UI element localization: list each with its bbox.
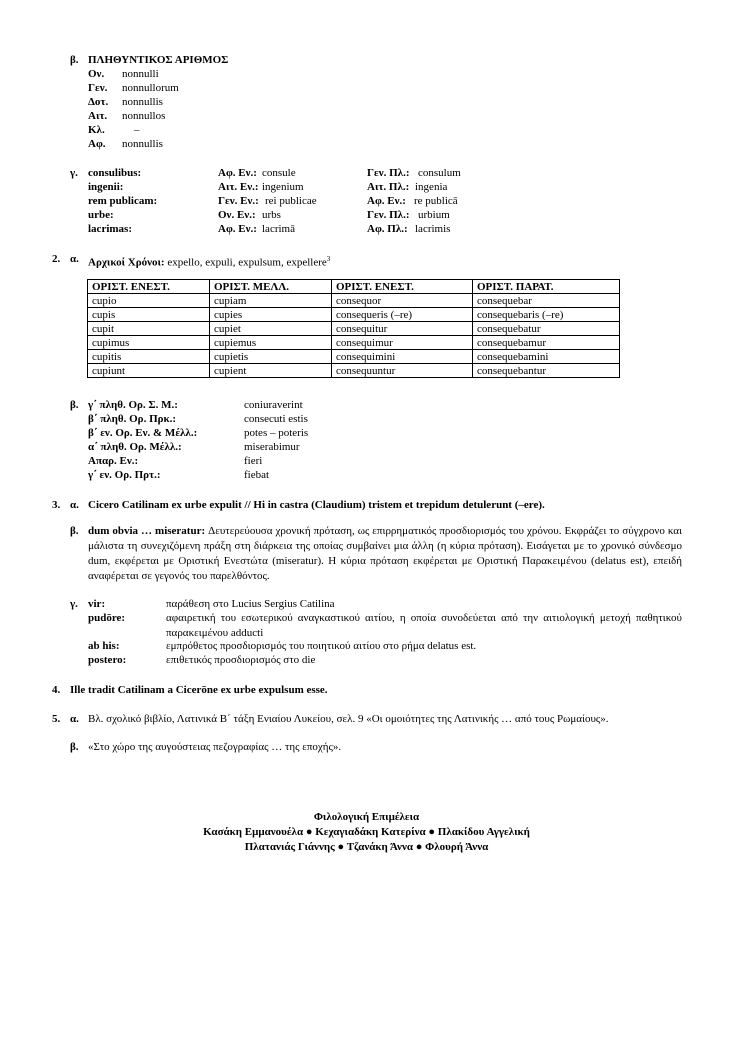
- form-value: urbs: [262, 209, 281, 221]
- section-3c-label: γ.: [70, 598, 78, 610]
- table-cell: cupit: [88, 322, 210, 336]
- table-cell: cupis: [88, 308, 210, 322]
- table-row: [88, 294, 620, 308]
- verb-form: consecuti estis: [244, 413, 308, 425]
- syntax-description: αφαιρετική του εσωτερικού αναγκαστικού αιτίου, η οποία συνοδεύεται από την αιτιολογική μετοχή παθητικού παρακειμένου adducti: [166, 612, 682, 639]
- form-label: Ον. Εν.:: [218, 209, 256, 221]
- case-form: nonnulli: [122, 68, 159, 80]
- section-1b-label: β.: [70, 54, 79, 66]
- table-cell: cupiam: [210, 294, 332, 308]
- verb-form: miserabimur: [244, 441, 300, 453]
- noun-word: lacrimas:: [88, 223, 132, 235]
- table-row: [88, 336, 620, 350]
- principal-parts-line: [88, 253, 330, 270]
- syntax-word: postero:: [88, 654, 127, 666]
- section-2a-label: α.: [70, 253, 79, 265]
- table-cell: cupient: [210, 364, 332, 378]
- table-cell: cupiet: [210, 322, 332, 336]
- form-value: consule: [262, 167, 296, 179]
- form-value: ingenia: [415, 181, 448, 193]
- verb-form: fieri: [244, 455, 263, 467]
- section-1c-label: γ.: [70, 167, 78, 179]
- table-cell: cupitis: [88, 350, 210, 364]
- verb-form: fiebat: [244, 469, 270, 481]
- form-value: lacrimā: [262, 223, 295, 235]
- textbook-reference: Βλ. σχολικό βιβλίο, Λατινικά Β΄ τάξη Ενιαίου Λυκείου, σελ. 9 «Οι ομοιότητες της Λατινικής … από τους Ρωμαίους».: [88, 713, 609, 725]
- translation-sentence: Cicero Catilinam ex urbe expulit // Hi in castra (Claudium) tristem et trepidum detulerunt (–ere).: [88, 499, 545, 511]
- table-cell: cupiunt: [88, 364, 210, 378]
- syntax-description: εμπρόθετος προσδιορισμός του ποιητικού αιτίου στο ρήμα delatus est.: [166, 640, 477, 652]
- table-cell: consequebamini: [473, 350, 620, 364]
- table-cell: cupiemus: [210, 336, 332, 350]
- column-header: ΟΡΙΣΤ. ΠΑΡΑΤ.: [473, 280, 620, 294]
- form-value: re publicā: [414, 195, 458, 207]
- verb-parse-label: β΄ εν. Ορ. Εν. & Μέλλ.:: [88, 427, 198, 439]
- verb-form: coniuraverint: [244, 399, 303, 411]
- table-cell: consequimur: [332, 336, 473, 350]
- table-cell: consequuntur: [332, 364, 473, 378]
- principal-parts-text: expello, expuli, expulsum, expellere: [164, 256, 327, 269]
- form-label: Γεν. Εν.:: [218, 195, 259, 207]
- table-row: [88, 322, 620, 336]
- conjugation-table: [87, 279, 620, 378]
- noun-word: urbe:: [88, 209, 114, 221]
- case-form: –: [134, 124, 140, 136]
- credits-title: Φιλολογική Επιμέλεια: [313, 811, 420, 823]
- section-3a-label: α.: [70, 499, 79, 511]
- syntax-word: ab his:: [88, 640, 120, 652]
- table-cell: consequeris (–re): [332, 308, 473, 322]
- plural-title: ΠΛΗΘΥΝΤΙΚΟΣ ΑΡΙΘΜΟΣ: [88, 54, 229, 66]
- table-cell: consequebatur: [473, 322, 620, 336]
- syntax-description: επιθετικός προσδιορισμός στο die: [166, 654, 316, 666]
- form-value: consulum: [418, 167, 461, 179]
- case-form: nonnullis: [122, 96, 163, 108]
- form-label: Αφ. Πλ.:: [367, 223, 408, 235]
- column-header: ΟΡΙΣΤ. ΕΝΕΣΤ.: [88, 280, 210, 294]
- form-label: Αφ. Εν.:: [218, 223, 257, 235]
- form-label: Αιτ. Πλ.:: [367, 181, 410, 193]
- syntax-word: pudōre:: [88, 612, 126, 624]
- form-label: Αφ. Εν.:: [367, 195, 406, 207]
- principal-parts-title: Αρχικοί Χρόνοι:: [88, 256, 165, 269]
- form-label: Αιτ. Εν.:: [218, 181, 259, 193]
- clause-description: Δευτερεύουσα χρονική πρόταση, ως επιρρηματικός προσδιορισμός του χρόνου. Εκφράζει το σύγχρονο και μάλιστα τη συνεχιζόμενη πράξη στη διάρκεια της οποίας συμβαίνει μια άλλη (η κύρια πρόταση). Εισάγεται με το χρονικό σύνδεσμο dum, εκφέρεται με Οριστική Ενεστώτα (miseratur). Η κύρια πρόταση εκφέρεται με Οριστική Παρακειμένου (delatus est), επειδή αναφέρεται σε γεγονός του παρελθόντος.: [88, 525, 683, 582]
- table-cell: consequimini: [332, 350, 473, 364]
- table-cell: cupimus: [88, 336, 210, 350]
- table-cell: cupies: [210, 308, 332, 322]
- credits-names-line-2: Πλατανιάς Γιάννης ● Τζανάκη Άννα ● Φλουρή Άννα: [244, 841, 489, 853]
- table-cell: cupio: [88, 294, 210, 308]
- table-cell: consequebantur: [473, 364, 620, 378]
- verb-parse-label: β΄ πληθ. Ορ. Πρκ.:: [88, 413, 177, 425]
- table-row: [88, 364, 620, 378]
- case-label: Αφ.: [88, 138, 106, 150]
- table-row: [88, 308, 620, 322]
- noun-word: ingenii:: [88, 181, 124, 193]
- syntax-word: vir:: [88, 598, 106, 610]
- case-form: nonnullis: [122, 138, 163, 150]
- form-value: rei publicae: [265, 195, 317, 207]
- verb-parse-label: γ΄ εν. Ορ. Πρτ.:: [88, 469, 161, 481]
- case-label: Κλ.: [88, 124, 105, 136]
- section-5b-label: β.: [70, 741, 79, 753]
- table-cell: consequor: [332, 294, 473, 308]
- indirect-speech-sentence: Ille tradit Catilinam a Cicerōne ex urbe expulsum esse.: [70, 684, 328, 696]
- case-label: Δοτ.: [88, 96, 109, 108]
- table-row: [88, 350, 620, 364]
- column-header: ΟΡΙΣΤ. ΕΝΕΣΤ.: [332, 280, 473, 294]
- column-header: ΟΡΙΣΤ. ΜΕΛΛ.: [210, 280, 332, 294]
- table-cell: consequebar: [473, 294, 620, 308]
- noun-word: consulibus:: [88, 167, 142, 179]
- table-header-row: [88, 280, 620, 294]
- section-5a-label: α.: [70, 713, 79, 725]
- section-4-number: 4.: [52, 684, 61, 696]
- form-value: ingenium: [262, 181, 304, 193]
- verb-parse-label: α΄ πληθ. Ορ. Μέλλ.:: [88, 441, 182, 453]
- footnote-marker: 3: [326, 255, 331, 263]
- section-2b-label: β.: [70, 399, 79, 411]
- table-cell: consequebaris (–re): [473, 308, 620, 322]
- section-3b-label: β.: [70, 525, 79, 537]
- verb-form: potes – poteris: [244, 427, 309, 439]
- form-label: Γεν. Πλ.:: [367, 167, 410, 179]
- table-cell: consequebamur: [473, 336, 620, 350]
- case-form: nonnullorum: [122, 82, 179, 94]
- case-label: Αιτ.: [88, 110, 108, 122]
- credits-names-line-1: Κασάκη Εμμανουέλα ● Κεχαγιαδάκη Κατερίνα ● Πλακίδου Αγγελική: [203, 826, 530, 838]
- textbook-quote: «Στο χώρο της αυγούστειας πεζογραφίας … της εποχής».: [88, 741, 342, 753]
- section-5-number: 5.: [52, 713, 61, 725]
- case-label: Ον.: [88, 68, 105, 80]
- syntax-description: παράθεση στο Lucius Sergius Catilina: [166, 598, 335, 610]
- form-label: Αφ. Εν.:: [218, 167, 257, 179]
- table-cell: consequitur: [332, 322, 473, 336]
- clause-phrase: dum obvia … miseratur:: [88, 525, 206, 537]
- case-label: Γεν.: [88, 82, 108, 94]
- verb-parse-label: Απαρ. Εν.:: [88, 455, 139, 467]
- form-value: urbium: [418, 209, 450, 221]
- section-3-number: 3.: [52, 499, 61, 511]
- table-cell: cupietis: [210, 350, 332, 364]
- clause-explanation: [88, 524, 682, 584]
- case-form: nonnullos: [122, 110, 166, 122]
- noun-word: rem publicam:: [88, 195, 158, 207]
- section-2-number: 2.: [52, 253, 61, 265]
- form-label: Γεν. Πλ.:: [367, 209, 410, 221]
- verb-parse-label: γ΄ πληθ. Ορ. Σ. Μ.:: [88, 399, 178, 411]
- form-value: lacrimis: [415, 223, 451, 235]
